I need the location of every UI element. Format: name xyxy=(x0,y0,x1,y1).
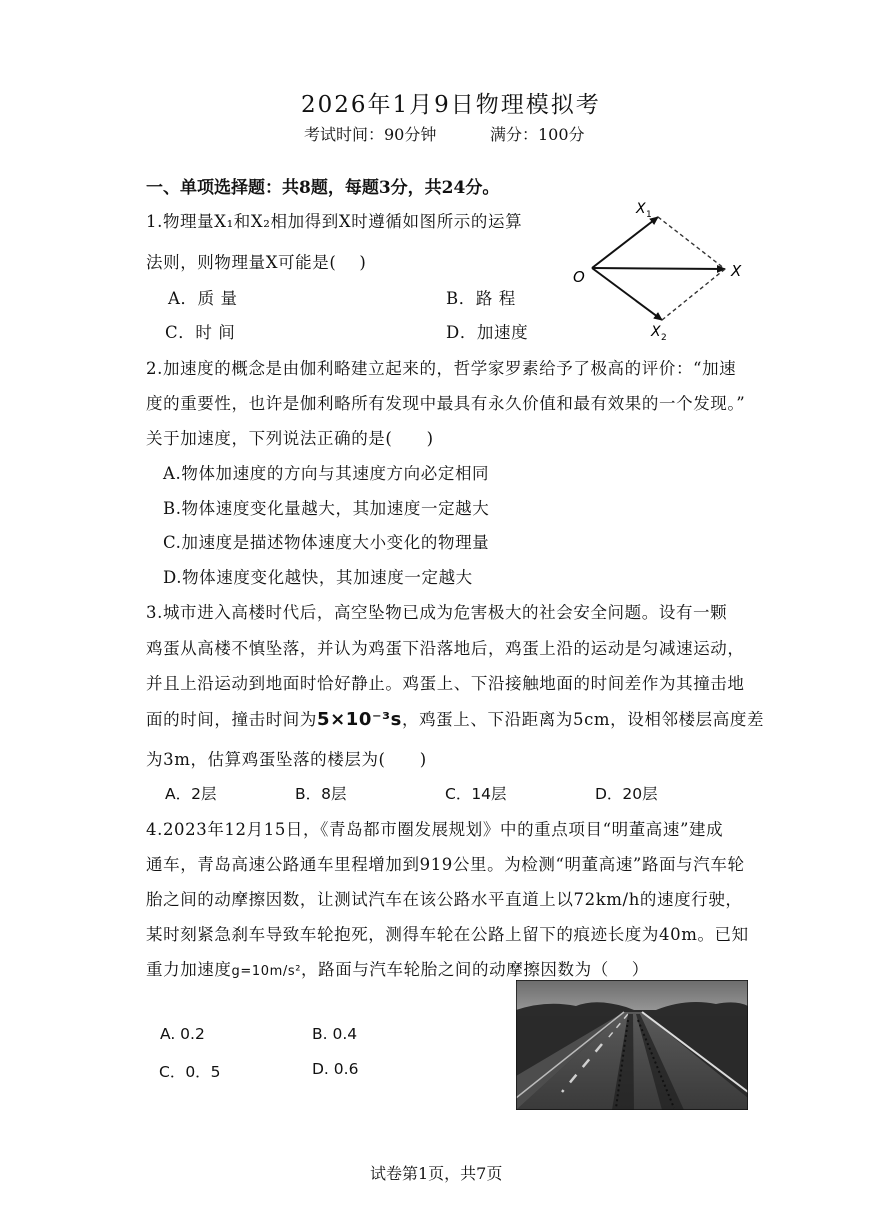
exam-title: 2026年1月9日物理模拟考 xyxy=(301,92,601,118)
road-skid-photo xyxy=(516,980,748,1110)
q1-option-c: C．时 间 xyxy=(165,323,236,342)
q3-impact-time: 5×10⁻³s xyxy=(317,709,402,730)
parallelogram-side-top xyxy=(658,217,725,269)
q3-option-a: A．2层 xyxy=(165,785,217,803)
q2-option-b: B.物体速度变化量越大，其加速度一定越大 xyxy=(163,499,490,518)
q4-line4: 某时刻紧急刹车导致车轮抱死，测得车轮在公路上留下的痕迹长度为40m。已知 xyxy=(146,925,749,944)
q4-option-d: D. 0.6 xyxy=(312,1060,359,1078)
x1-subscript: 1 xyxy=(646,210,652,220)
q2-option-d: D.物体速度变化越快，其加速度一定越大 xyxy=(163,568,473,587)
q1-option-a: A．质 量 xyxy=(168,289,238,308)
q4-line5 xyxy=(146,956,649,980)
section-heading: 一、单项选择题：共8题，每题3分，共24分。 xyxy=(146,178,500,198)
page-footer: 试卷第1页，共7页 xyxy=(370,1164,503,1183)
q3-line4-post: ，鸡蛋上、下沿距离为5cm，设相邻楼层高度差 xyxy=(401,710,765,729)
q1-line2: 法则，则物理量X可能是( ) xyxy=(146,253,367,272)
resultant-vector-arrow xyxy=(592,268,725,269)
q4-line1: 4.2023年12月15日，《青岛都市圈发展规划》中的重点项目“明董高速”建成 xyxy=(146,820,724,839)
q2-line3: 关于加速度，下列说法正确的是( ) xyxy=(146,429,434,448)
x1-vector-arrow xyxy=(592,217,658,268)
q3-line5: 为3m，估算鸡蛋坠落的楼层为( ) xyxy=(146,750,427,769)
q4-option-c: C．0．5 xyxy=(159,1063,221,1081)
exam-score: 满分：100分 xyxy=(490,125,585,144)
q1-line1: 1.物理量X₁和X₂相加得到X时遵循如图所示的运算 xyxy=(146,212,523,231)
vector-diagram xyxy=(565,196,765,346)
q3-line4-pre: 面的时间，撞击时间为 xyxy=(146,710,317,729)
q3-line2: 鸡蛋从高楼不慎坠落，并认为鸡蛋下沿落地后，鸡蛋上沿的运动是匀减速运动， xyxy=(146,639,745,658)
exam-time: 考试时间：90分钟 xyxy=(304,125,437,144)
x2-vector-arrow xyxy=(592,268,662,320)
x2-subscript: 2 xyxy=(661,333,667,343)
q2-option-a: A.物体加速度的方向与其速度方向必定相同 xyxy=(163,464,490,483)
x-label: X xyxy=(731,262,742,280)
q1-option-d: D．加速度 xyxy=(446,323,529,342)
q1-option-b: B．路 程 xyxy=(446,289,516,308)
q3-option-b: B．8层 xyxy=(295,785,347,803)
q3-line4 xyxy=(146,706,764,730)
q3-option-d: D．20层 xyxy=(595,785,658,803)
q3-line1: 3.城市进入高楼时代后，高空坠物已成为危害极大的社会安全问题。设有一颗 xyxy=(146,603,728,622)
q4-line5-post: ，路面与汽车轮胎之间的动摩擦因数为（ ） xyxy=(301,960,649,979)
parallelogram-side-bottom xyxy=(662,269,725,320)
q4-option-a: A. 0.2 xyxy=(160,1025,205,1043)
q3-option-c: C．14层 xyxy=(445,785,507,803)
q4-option-b: B. 0.4 xyxy=(312,1025,358,1043)
q4-gravity: g=10m/s² xyxy=(231,964,302,979)
q4-line3: 胎之间的动摩擦因数，让测试汽车在该公路水平直道上以72km/h的速度行驶， xyxy=(146,890,743,909)
q2-option-c: C.加速度是描述物体速度大小变化的物理量 xyxy=(163,533,490,552)
q3-line3: 并且上沿运动到地面时恰好静止。鸡蛋上、下沿接触地面的时间差作为其撞击地 xyxy=(146,674,745,693)
q4-line2: 通车，青岛高速公路通车里程增加到919公里。为检测“明董高速”路面与汽车轮 xyxy=(146,855,745,874)
x1-label: X xyxy=(636,201,646,217)
q2-line1: 2.加速度的概念是由伽利略建立起来的，哲学家罗素给予了极高的评价：“加速 xyxy=(146,359,737,378)
q2-line2: 度的重要性，也许是伽利略所有发现中最具有永久价值和最有效果的一个发现。” xyxy=(146,394,746,413)
origin-label: O xyxy=(573,268,585,286)
q4-line5-pre: 重力加速度 xyxy=(146,960,232,979)
x2-label: X xyxy=(651,324,661,340)
